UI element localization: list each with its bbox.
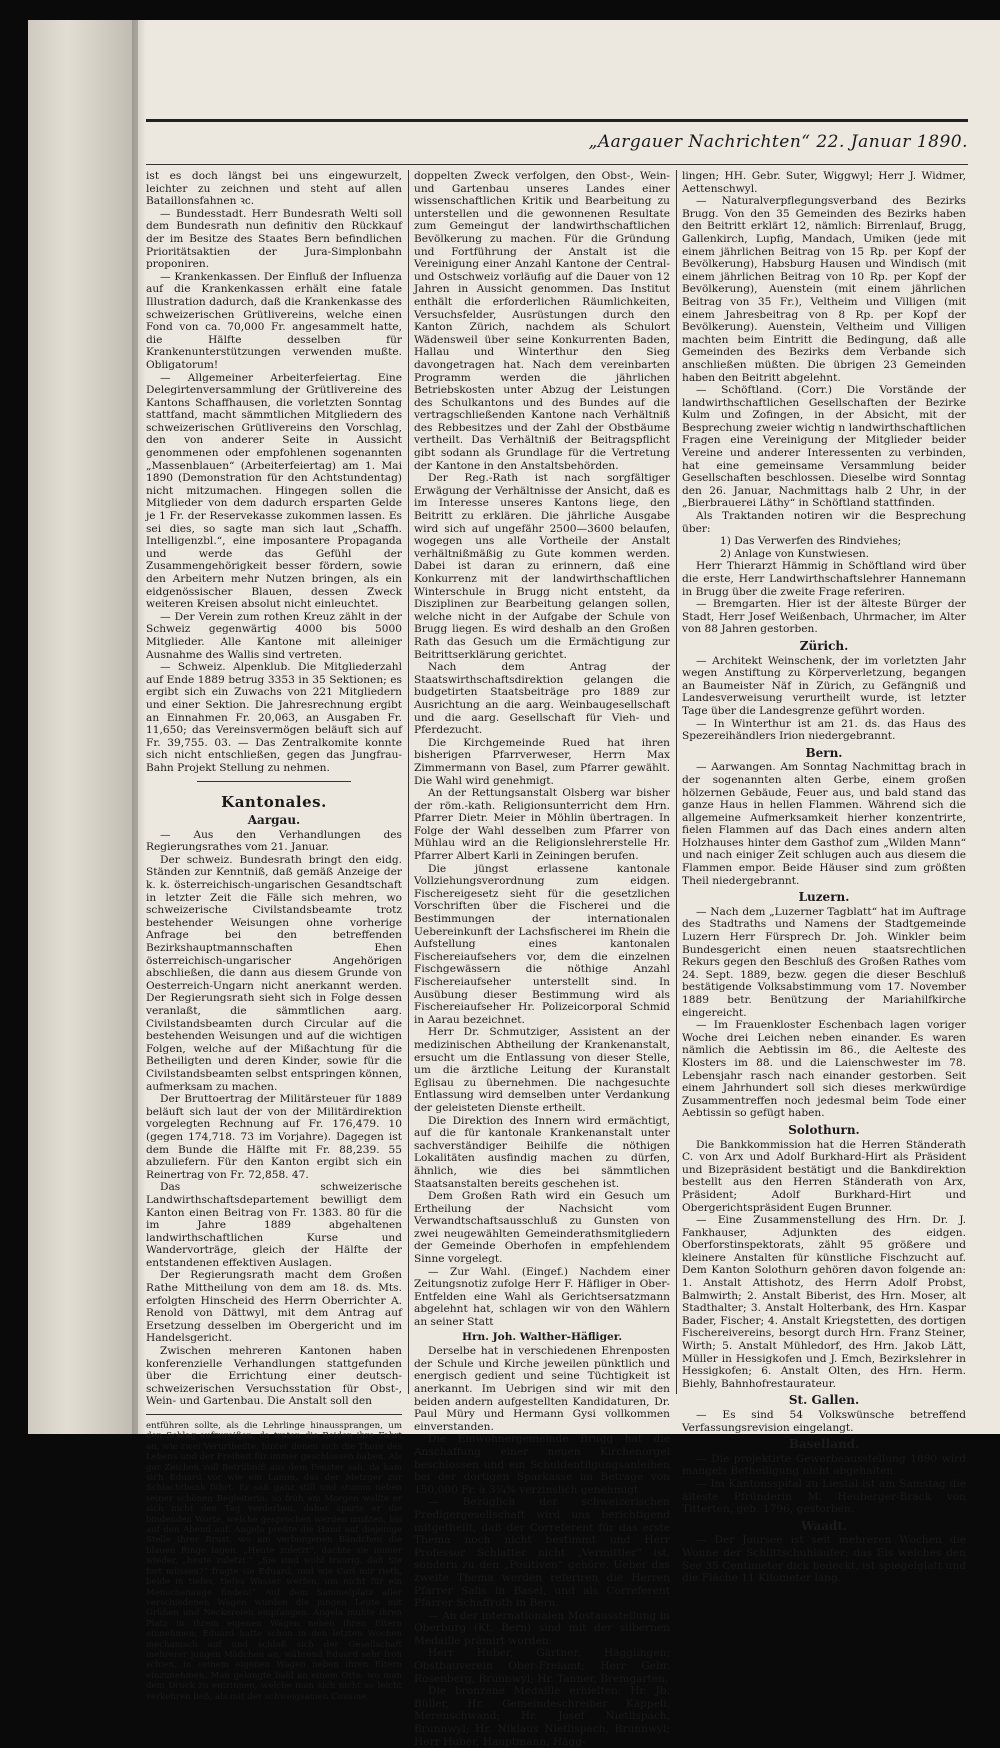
section-heading-bern: Bern. xyxy=(805,745,843,760)
article-paragraph: — Architekt Weinschenk, der im vorletzten Jahr wegen Anstiftung zu Körperverletzung, begangen an Baumeister Näf in Zürich, zu Gefängniß und Landesverweisung verurtheilt wurde, ist letzter Tage über die Landesgrenze geführt worden. xyxy=(682,654,966,717)
article-paragraph: — Nach dem „Luzerner Tagblatt“ hat im Auftrage des Stadtraths und Namens der Stadtgemeinde Luzern Herr Fürsprech Dr. Joh. Winkler beim Bundesgericht einen neuen staatsrechtlichen Rekurs gegen den Beschluß des Großen Rathes vom 24. Sept. 1889, bezw. gegen die dieser Beschluß bestätigende Volksabstimmung vom 17. November 1889 betr. Benützung der Mariahilfkirche eingereicht. xyxy=(682,905,966,1019)
article-paragraph: Die Einwohnergemeinde Brugg hat die Anschaffung einer neuen Kirchenorgel beschlossen und ein Schuldentilgungsanleihen bei der dortigen Sparkasse im Betrage von 150,000 Fr. à 3¾% verzinslich genehmigt. xyxy=(414,1433,670,1496)
article-paragraph: — Der Joursee ist seit mehreren Wochen die Wonne der Schlittschuhläufer; das Eis welches den See 35 Centimeter dick bedeckt, ist spiegelglatt und die Fläche 11 Kilometer lang. xyxy=(682,1534,966,1585)
section-heading-zuerich: Zürich. xyxy=(799,638,849,653)
article-paragraph: — Bezüglich der schweizerischen Predigergesellschaft wird uns berichtigend mitgetheilt, daß der Correferent für das erste Thema noch nicht bestimmt und Herr Professor Schlatter nicht „Vermittler“ ist, sondern zu den „Positiven“ gehöre. Ueber das zweite Thema werden referiren die Herren Pfarrer Salis in Basel, und als Correferent Pfarrer Schaffroth in Bern. xyxy=(414,1496,670,1610)
spine-shadow xyxy=(132,20,146,1434)
article-paragraph: Die Bankkommission hat die Herren Ständerath C. von Arx und Adolf Burkhard-Hirt als Präsident und Bizepräsident bestätigt und die Bankdirektion bestellt aus den Herren Ständerath von Arx, Präsident; Adolf Burkhard-Hirt und Obergerichtspräsident Eugen Brunner. xyxy=(682,1138,966,1214)
column-3 xyxy=(682,170,966,1585)
article-paragraph: — An der internationalen Mostausstellung in Oberburg (Kt. Bern) sind mit der silbernen Medaille prämirt worden: xyxy=(414,1609,670,1647)
section-divider xyxy=(197,781,351,782)
masthead-rule-bottom xyxy=(146,164,968,165)
article-paragraph: — Im Kantonsspital zu Liestal ist am Samstag die älteste Pfründerin M. Heuberger-Brack von Titterten, geb. 1796, gestorben. xyxy=(682,1477,966,1516)
article-paragraph: Nach dem Antrag der Staatswirthschaftsdirektion gelangen die budgetirten Staatsbeiträge pro 1889 zur Ausrichtung an die aarg. Weinbaugesellschaft und die aarg. Gesellschaft für Vieh- und Pferdezucht. xyxy=(414,661,670,737)
article-paragraph: An der Rettungsanstalt Olsberg war bisher der röm.-kath. Religionsunterricht dem Hrn. Pfarrer Dietr. Meier in Möhlin übertragen. In Folge der Wahl desselben zum Pfarrer von Mühlau wird an die Religionslehrerstelle Hr. Pfarrer Albert Karli in Zeiningen berufen. xyxy=(414,787,670,863)
article-paragraph: — Naturalverpflegungsverband des Bezirks Brugg. Von den 35 Gemeinden des Bezirks haben den Beitritt erklärt 12, nämlich: Birrenlauf, Brugg, Gallenkirch, Lupfig, Mandach, Umiken (jede mit einem jährlichen Beitrag von 15 Rp. per Kopf der Bevölkerung), Habsburg Hausen und Windisch (mit einem jährlichen Beitrag von 10 Rp. per Kopf der Bevölkerung), Auenstein (mit einem jährlichen Beitrag von 35 Fr.), Veltheim und Villigen (mit einem Jahresbeitrag von 8 Rp. per Kopf der Bevölkerung). Auenstein, Veltheim und Villigen machten beim Eintritt die Bedingung, daß alle Gemeinden des Bezirks dem Verbande sich anschließen müßten. Die übrigen 23 Gemeinden haben den Beitritt abgelehnt. xyxy=(682,195,966,384)
feuilleton-divider xyxy=(146,1414,402,1415)
article-paragraph: — Es sind 54 Volkswünsche betreffend Verfassungsrevision eingelangt. xyxy=(682,1409,966,1434)
masthead-rule-top xyxy=(146,119,968,122)
article-paragraph: — Aus den Verhandlungen des Regierungsrathes vom 21. Januar. xyxy=(146,828,402,854)
article-paragraph: Der schweiz. Bundesrath bringt den eidg. Ständen zur Kenntniß, daß gemäß Anzeige der k. k. österreichisch-ungarischen Gesandtschaft in letzter Zeit die Fälle sich mehren, wo schweizerische Civilstandsbeamte trotz bestehender Weisungen ohne vorherige Anfrage bei den betreffenden Bezirkshauptmannschaften Ehen österreichisch-ungarischer Angehörigen abschließen, die dann aus diesem Grunde von Oesterreich-Ungarn nicht anerkannt werden. Der Regierungsrath sieht sich in Folge dessen veranlaßt, die sämmtlichen aarg. Civilstandsbeamten durch Circular auf die bestehenden Weisungen und auf die wichtigen Folgen, welche auf der Mißachtung für die Betheiligten und deren Kinder, sowie für die Civilstandsbeamten selbst entspringen können, aufmerksam zu machen. xyxy=(146,853,402,1093)
article-paragraph: ist es doch längst bei uns eingewurzelt, leichter zu zeichnen und steht auf allen Bataillonsfahnen ꝛc. xyxy=(146,170,402,208)
section-heading-st-gallen: St. Gallen. xyxy=(788,1393,860,1408)
article-paragraph: — Der Verein zum rothen Kreuz zählt in der Schweiz gegenwärtig 4000 bis 5000 Mitglieder. Alle Kantone mit alleiniger Ausnahme des Wallis sind vertreten. xyxy=(146,610,402,661)
section-heading-baselland: Baselland. xyxy=(788,1437,860,1452)
article-paragraph: Das schweizerische Landwirthschaftsdepartement bewilligt dem Kanton einen Beitrag von Fr. 1383. 80 für die im Jahre 1889 abgehaltenen landwirthschaftlichen Kurse und Wandervorträge, gleich der Hälfte der entstandenen effektiven Auslagen. xyxy=(146,1181,402,1269)
article-paragraph: Herr Dr. Schmutziger, Assistent an der medizinischen Abtheilung der Krankenanstalt, ersucht um die Entlassung von dieser Stelle, um die ärztliche Leitung der Kuranstalt Eglisau zu übernehmen. Die nachgesuchte Entlassung wird demselben unter Verdankung der geleisteten Dienste ertheilt. xyxy=(414,1026,670,1114)
article-paragraph: — In Winterthur ist am 21. ds. das Haus des Spezereihändlers Irion niedergebrannt. xyxy=(682,717,966,743)
feuilleton-text: entführen sollte, als die Lehrlinge hinaussprangen, um den Schlag aufzureißen, da traten die Beiden ihre Fahrt an, wie zwei Verurtheilte, hinter denen sich die Thore des Lebens und der Freiheit für immer geschlossen haben. Als gar Zeichen voll Betrübniß aus dem Fenster sah, da kam sich Eduard vor wie ein Lamm, das der Metzger zur Schlachtbank führt. Er saß ganz still und stumm neben seiner schönen Begleiterin; so früh am Morgen wollte er sich nicht den Tag verderben, daher sparte er die bindenden Worte, welche gesprochen werden mußten, bis auf den Abend auf. Angela preßte die Hand auf diejenige Stelle ihrer Brust, wo am verborgenen Bändchen die blauen Ringe lagen. „Heute zuletzt“, dachte sie immer wieder, „heute zuletzt.“ „Sie sind wohl traurig, daß Sie fort müssen?“ fragte sie Eduard, und wie Carl mir rieth, beide in tiefes, tiefes Wasser werfen, um nicht für ein Menschenauge finden!“ Auf dem Sammelplatz aller verschiedenen Wagen wurden die jungen Leute mit Grüßen und Neckereien empfangen. Angela mußte ihren Platz in ihrem eigenen Wagen neben ihren Eltern einnehmen; Eduard hatte schon in den letzten Wochen mechanisch auf und schloß sich der Gesellschaft mehrerer jungen Mädchen an, während Eduard sehr froh schien, in seinem eigenen Wagen neben ihren Eltern einzunehmen. Man gelangte bald an einem Orte, wo man dem Druck zu entrinnen, welche man sich nicht so leicht verkehren ließ, als mit der schweigsamen Cousine. xyxy=(146,1421,402,1702)
article-paragraph: Die Kirchgemeinde Rued hat ihren bisherigen Pfarrverweser, Herrn Max Zimmermann von Basel, zum Pfarrer gewählt. Die Wahl wird genehmigt. xyxy=(414,736,670,787)
candidate-name: Hrn. Joh. Walther-Häfliger. xyxy=(461,1330,623,1343)
book-spine xyxy=(28,20,138,1434)
column-divider xyxy=(408,170,409,1394)
article-paragraph: Derselbe hat in verschiedenen Ehrenposten der Schule und Kirche jeweilen pünktlich und energisch gedient und seine Tüchtigkeit ist anerkannt. Im Uebrigen sind wir mit den beiden andern aufgestellten Kandidaturen, Dr. Paul Müry und Hermann Gysi vollkommen einverstanden. xyxy=(414,1345,670,1433)
article-paragraph: Der Regierungsrath macht dem Großen Rathe Mittheilung von dem am 18. ds. Mts. erfolgten Hinscheid des Herrn Oberrichter A. Renold von Dättwyl, mit dem Antrag auf Ersetzung desselben im Obergericht und im Handelsgericht. xyxy=(146,1269,402,1345)
article-paragraph: Die Direktion des Innern wird ermächtigt, auf die für kantonale Krankenanstalt unter sachverständiger Beihilfe die nöthigen Lokalitäten ausfindig machen zu dürfen, ähnlich, wie dies bei sämmtlichen Staatsanstalten bereits geschehen ist. xyxy=(414,1114,670,1190)
article-paragraph: — Krankenkassen. Der Einfluß der Influenza auf die Krankenkassen erhält eine fatale Illustration dadurch, daß die Krankenkasse des schweizerischen Grütlivereins, welche einen Fond von ca. 70,000 Fr. angesammelt hatte, die Hälfte desselben für Krankenunterstützungen verwenden mußte. Obligatorum! xyxy=(146,270,402,371)
article-paragraph: — Eine Zusammenstellung des Hrn. Dr. J. Fankhauser, Adjunkten des eidgen. Oberforstinspektorats, zählt 95 größere und kleinere Anstalten für künstliche Fischzucht auf. Dem Kanton Solothurn gehören davon folgende an: 1. Anstalt Attishotz, des Herrn Adolf Probst, Balmwirth; 2. Anstalt Biberist, des Hrn. Moser, alt Stadthalter; 3. Anstalt Holterbank, des Hrn. Kaspar Bader, Fischer; 4. Anstalt Kriegstetten, des dortigen Fischereivereins, besorgt durch Hrn. Franz Steiner, Wirth; 5. Anstalt Mühledorf, des Hrn. Jakob Lätt, Müller in Hessigkofen und J. Emch, Bezirkslehrer in Hessigkofen; 6. Anstalt Olten, des Hrn. Herm. Biehly, Bahnhofrestaurateur. xyxy=(682,1214,966,1390)
section-heading-luzern: Luzern. xyxy=(798,890,850,905)
article-paragraph: Dem Großen Rath wird ein Gesuch um Ertheilung der Nachsicht vom Verwandtschaftsausschluß zu Gunsten von zwei neugewählten Gemeinderathsmitgliedern der Gemeinde Oberhofen in empfehlendem Sinne vorgelegt. xyxy=(414,1190,670,1266)
newspaper-page xyxy=(28,20,1000,1748)
article-paragraph: — Schöftland. (Corr.) Die Vorstände der landwirthschaftlichen Gesellschaften der Bezirke Kulm und Zofingen, in der Absicht, mit der Besprechung zweier wichtig n landwirthschaftlichen Fragen eine Vereinigung der Mitglieder beider Vereine und anderer Interessenten zu verbinden, hat eine gemeinsame Versammlung beider Gesellschaften beschlossen. Dieselbe wird Sonntag den 26. Januar, Nachmittags halb 2 Uhr, in der „Bierbrauerei Läthy“ in Schöftland stattfinden. xyxy=(682,384,966,510)
article-paragraph: — Allgemeiner Arbeiterfeiertag. Eine Delegirtenversammlung der Grütlivereine des Kantons Schaffhausen, die vorletzten Sonntag stattfand, macht sämmtlichen Mitgliedern des schweizerischen Grütlivereins den Vorschlag, den von anderer Seite in Aussicht genommenen oder empfohlenen sogenannten „Massenblauen“ (Arbeiterfeiertag) am 1. Mai 1890 (Demonstration für den Achtstundentag) nicht mitzumachen. Hingegen sollen die Mitglieder von dem dadurch ersparten Gelde je 1 Fr. der Reservekasse zukommen lassen. Es sei dies, so sagte man sich laut „Schaffh. Intelligenzbl.“, eine imposantere Propaganda und werde das Gefühl der Zusammengehörigkeit besser fördern, sowie den Arbeitern mehr Nutzen bringen, als ein eidgenössischer Blauen, dessen Zweck weiteren Kreisen absolut nicht einleuchtet. xyxy=(146,371,402,611)
section-heading-waadt: Waadt. xyxy=(800,1518,848,1533)
section-heading-aargau: Aargau. xyxy=(247,813,301,828)
article-paragraph: Die bronzene Medaille erhielten: Hr. Jb. Büller, Hr. Gemeindeschreiber Käppeli, Merenschwand; Hr. Josef Nietlispach, Brunnwyl; Hr. Niklaus Nietlispach, Brunnwyl; Herr Huber, Hauptmann, Hägg- xyxy=(414,1685,670,1748)
article-paragraph: lingen; HH. Gebr. Suter, Wiggwyl; Herr J. Widmer, Aettenschwyl. xyxy=(682,170,966,195)
article-paragraph: Herr Thierarzt Hämmig in Schöftland wird über die erste, Herr Landwirthschaftslehrer Hannemann in Brugg über die zweite Frage referiren. xyxy=(682,560,966,598)
article-paragraph: — Bremgarten. Hier ist der älteste Bürger der Stadt, Herr Josef Weißenbach, Uhrmacher, im Alter von 88 Jahren gestorben. xyxy=(682,598,966,636)
column-1 xyxy=(146,170,402,1702)
article-paragraph: — Zur Wahl. (Eingef.) Nachdem einer Zeitungsnotiz zufolge Herr F. Häfliger in Ober-Entfelden eine Wahl als Gerichtsersatzmann abgelehnt hat, schlagen wir von den Wählern an seiner Statt xyxy=(414,1265,670,1329)
column-2 xyxy=(414,170,670,1748)
article-paragraph: — Im Frauenkloster Eschenbach lagen voriger Woche drei Leichen neben einander. Es waren nämlich die Aebtissin im 86., die Aelteste des Klosters im 88. und die Laienschwester im 78. Lebensjahr rasch nach einander gestorben. Seit einem Jahrhundert soll sich dieses merkwürdige Zusammentreffen noch jedesmal beim Tode einer Aebtissin so gefügt haben. xyxy=(682,1019,966,1120)
article-paragraph: — Aarwangen. Am Sonntag Nachmittag brach in der sogenannten alten Gerbe, einem großen hölzernen Gebäude, Feuer aus, und bald stand das ganze Haus in hellen Flammen. Während sich die allgemeine Aufmerksamkeit hierher konzentrirte, fielen Flammen auf das Dach eines andern alten Holzhauses hinter dem Gasthof zum „Wilden Mann“ und nach einiger Zeit schlugen auch aus diesem die Flammen empor. Beide Häuser sind zum größten Theil niedergebrannt. xyxy=(682,761,966,887)
article-paragraph: — Die projektirte Gewerbeausstellung 1890 wird mangels Betheiligung nicht abgehalten. xyxy=(682,1452,966,1478)
agenda-item: 1) Das Verwerfen des Rindviehes; xyxy=(720,535,902,548)
article-paragraph: Als Traktanden notiren wir die Besprechung über: xyxy=(682,510,966,535)
article-paragraph: Die jüngst erlassene kantonale Vollziehungsverordnung zum eidgen. Fischereigesetz sieht für die gesetzlichen Vorschriften über die Fischerei und die Bestimmungen der internationalen Uebereinkunft der Lachsfischerei im Rhein die Aufstellung eines kantonalen Fischereiaufsehers vor, dem die einzelnen Fischgewässern die nöthige Anzahl Fischereiaufseher unterstellt sind. In Ausübung dieser Bestimmung wird als Fischereiaufseher Hr. Polizeicorporal Schmid in Aarau bezeichnet. xyxy=(414,862,670,1026)
section-heading-solothurn: Solothurn. xyxy=(788,1122,860,1137)
article-paragraph: Herr Huber, Gärtner, Hägglingen; Obstbauverein Ober-Freiamt; Herr Gebr. Rosenberg, Brunnwyl; Hr. Tanner, Bremgarten. xyxy=(414,1647,670,1685)
article-paragraph: — Schweiz. Alpenklub. Die Mitgliederzahl auf Ende 1889 betrug 3353 in 35 Sektionen; es ergibt sich ein Zuwachs von 221 Mitgliedern und einer Sektion. Die Jahresrechnung ergibt an Einnahmen Fr. 20,063, an Ausgaben Fr. 11,650; das Vereinsvermögen beläuft sich auf Fr. 39,755. 03. — Das Zentralkomite konnte sich nicht entschließen, gegen das Jungfrau-Bahn Projekt Stellung zu nehmen. xyxy=(146,661,402,774)
article-paragraph: Zwischen mehreren Kantonen haben konferenzielle Verhandlungen stattgefunden über die Errichtung einer deutsch-schweizerischen Versuchsstation für Obst-, Wein- und Gartenbau. Die Anstalt soll den xyxy=(146,1345,402,1408)
agenda-item: 2) Anlage von Kunstwiesen. xyxy=(720,547,870,560)
article-paragraph: doppelten Zweck verfolgen, den Obst-, Wein- und Gartenbau unseres Landes einer wissenschaftlichen Kritik und Bearbeitung zu unterstellen und die gewonnenen Resultate zum Gemeingut der landwirthschaftlichen Bevölkerung zu machen. Für die Gründung und Fortführung der Anstalt ist die Vereinigung einer Anzahl Kantone der Central- und Ostschweiz vorläufig auf die Dauer von 12 Jahren in Aussicht genommen. Das Institut enthält die erforderlichen Räumlichkeiten, Versuchsfelder, Ausrüstungen durch den Kanton Zürich, nachdem als Schulort Wädensweil über seine Konkurrenten Baden, Hallau und Winterthur den Sieg davongetragen hat. Nach dem vereinbarten Programm werden die jährlichen Betriebskosten unter Abzug der Leistungen des Schulkantons und des Bundes auf die vertragschließenden Kantone nach Verhältniß des Rebbesitzes und der Zahl der Obstbäume vertheilt. Das Verhältniß der Beitragspflicht gibt sodann als Grundlage für die Vertretung der Kantone in den Anstaltsbehörden. xyxy=(414,170,670,472)
column-divider xyxy=(676,170,677,1394)
masthead-title: „Aargauer Nachrichten“ 22. Januar 1890. xyxy=(588,132,968,152)
section-heading-kantonales: Kantonales. xyxy=(221,792,327,811)
article-paragraph: Der Reg.-Rath ist nach sorgfältiger Erwägung der Verhältnisse der Ansicht, daß es im Interesse unseres Kantons liege, den Beitritt zu erklären. Die jährliche Ausgabe wird sich auf ungefähr 2500—3600 belaufen, wogegen uns alle Vortheile der Anstalt verhältnißmäßig zu Gute kommen werden. Dabei ist daran zu erinnern, daß eine Konkurrenz mit der landwirthschaftlichen Winterschule in Brugg nicht entsteht, da Disziplinen zur Bearbeitung gelangen sollen, welche nicht in der Aufgabe der Schule von Brugg liegen. Es wird deshalb an den Großen Rath das Gesuch um die Ermächtigung zur Beitrittserklärung gerichtet. xyxy=(414,472,670,661)
article-paragraph: — Bundesstadt. Herr Bundesrath Welti soll dem Bundesrath nun definitiv den Rückkauf der im Besitze des Staates Bern befindlichen Prioritätsaktien der Jura-Simplonbahn proponiren. xyxy=(146,207,402,271)
article-paragraph: Der Bruttoertrag der Militärsteuer für 1889 beläuft sich laut der von der Militärdirektion vorgelegten Rechnung auf Fr. 176,479. 10 (gegen 174,718. 73 im Vorjahre). Dagegen ist dem Bunde die Hälfte mit Fr. 88,239. 55 abzuliefern. Für den Kanton ergibt sich ein Reinertrag von Fr. 72,858. 47. xyxy=(146,1093,402,1181)
